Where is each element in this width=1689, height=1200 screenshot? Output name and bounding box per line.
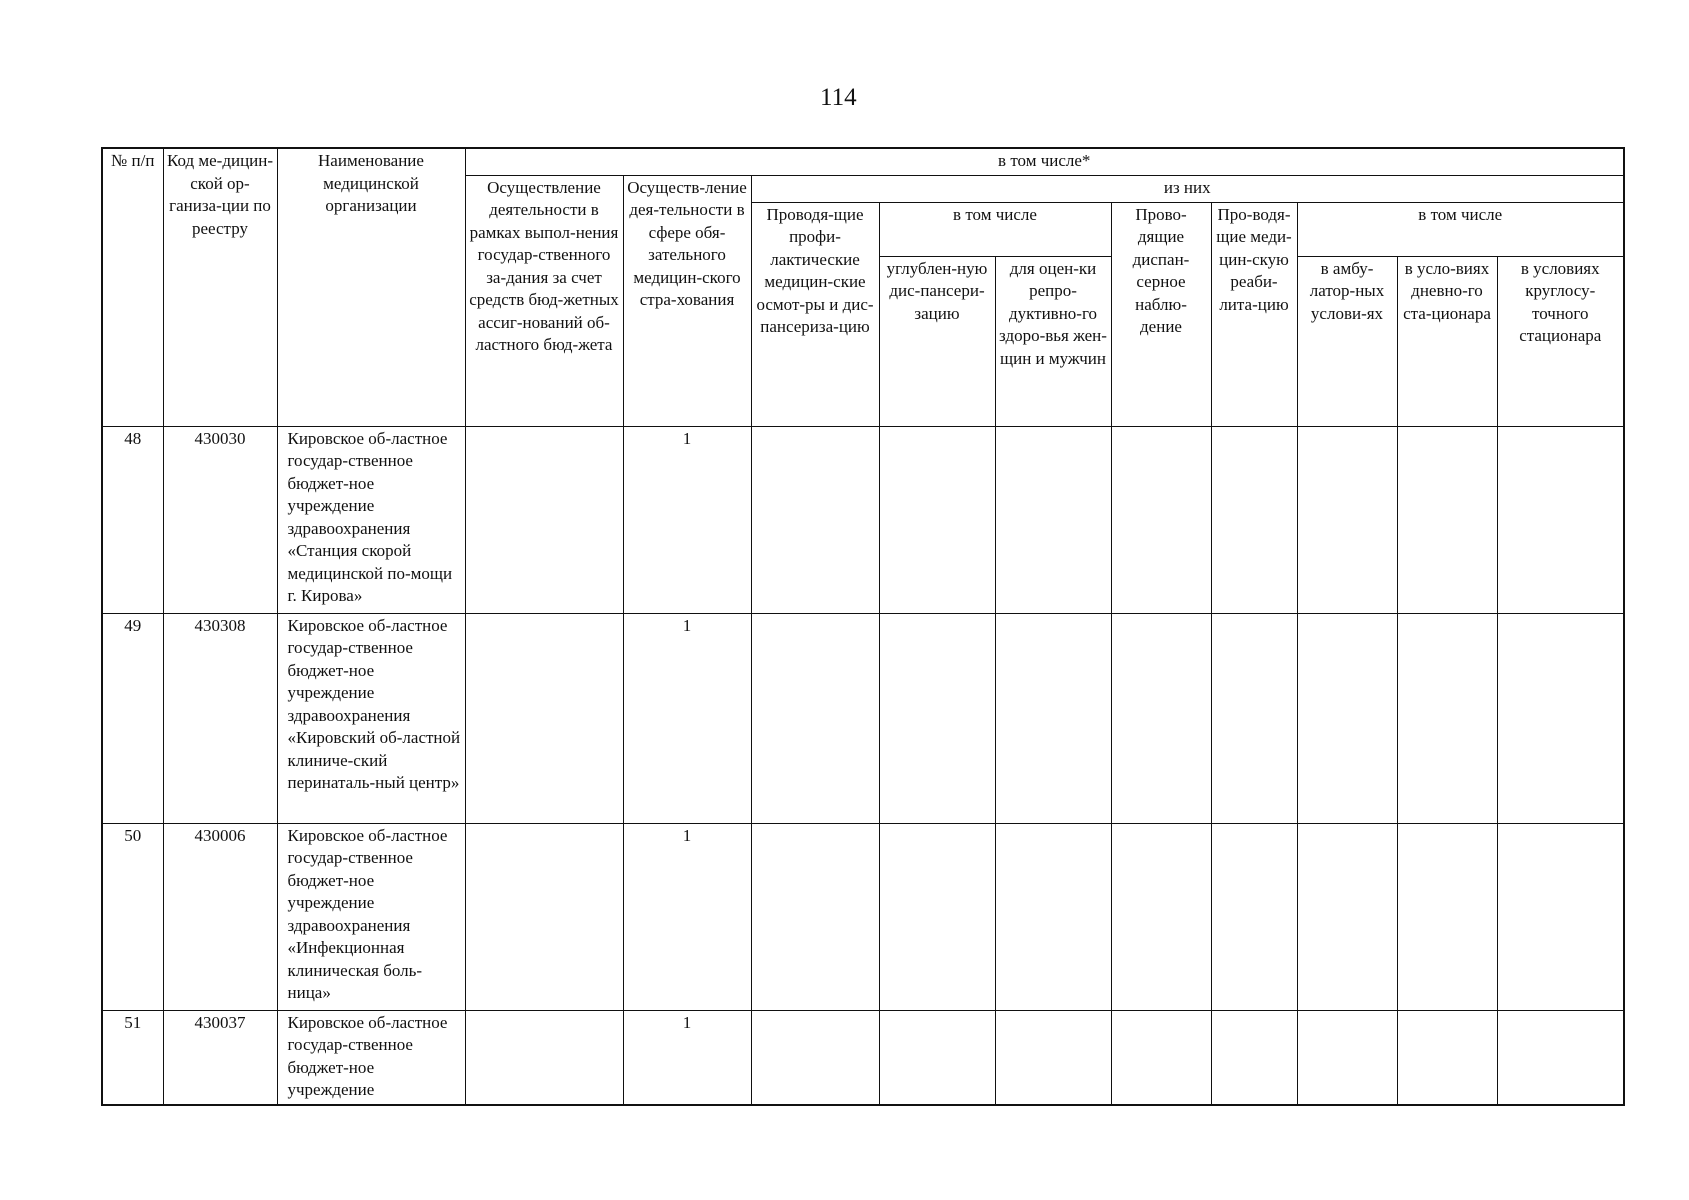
row-cell	[1297, 426, 1397, 613]
row-cell	[995, 1010, 1111, 1105]
row-budget	[465, 1010, 623, 1105]
row-oms: 1	[623, 426, 751, 613]
row-cell	[1297, 823, 1397, 1010]
row-cell	[879, 1010, 995, 1105]
row-cell	[1111, 1010, 1211, 1105]
header-disp: Прово-дящие диспан-серное наблю-дение	[1111, 202, 1211, 426]
row-cell	[1497, 823, 1624, 1010]
row-cell	[1297, 613, 1397, 823]
row-cell	[751, 426, 879, 613]
header-name: Наименование медицинской организации	[277, 148, 465, 426]
row-cell	[1397, 823, 1497, 1010]
row-cell	[995, 613, 1111, 823]
row-code: 430037	[163, 1010, 277, 1105]
header-including-3: в том числе	[1297, 202, 1624, 256]
header-prof: Проводя-щие профи-лактические медицин-ские осмот-ры и дис-пансериза-цию	[751, 202, 879, 426]
page-number: 114	[820, 84, 857, 111]
row-cell	[1397, 1010, 1497, 1105]
row-cell	[1397, 426, 1497, 613]
row-cell	[1397, 613, 1497, 823]
row-cell	[1497, 613, 1624, 823]
row-cell	[1211, 823, 1297, 1010]
table-row	[102, 1010, 1624, 1105]
row-cell	[879, 426, 995, 613]
row-num: 50	[102, 823, 163, 1010]
row-name: Кировское об-ластное государ-ственное бюджет-ное учреждение здравоохранения «Кировский об-ластной клиниче-ский перинаталь-ный центр»	[277, 613, 465, 823]
row-cell	[1111, 613, 1211, 823]
header-including: в том числе*	[465, 148, 1624, 175]
row-num: 51	[102, 1010, 163, 1105]
row-cell	[879, 613, 995, 823]
row-code: 430030	[163, 426, 277, 613]
header-of-them: из них	[751, 175, 1624, 202]
header-including-2: в том числе	[879, 202, 1111, 256]
row-cell	[1297, 1010, 1397, 1105]
row-cell	[1497, 1010, 1624, 1105]
row-code: 430308	[163, 613, 277, 823]
row-oms: 1	[623, 613, 751, 823]
row-cell	[1497, 426, 1624, 613]
header-rehab: Про-водя-щие меди-цин-скую реаби-лита-цию	[1211, 202, 1297, 426]
row-oms: 1	[623, 823, 751, 1010]
row-budget	[465, 426, 623, 613]
row-cell	[751, 613, 879, 823]
row-budget	[465, 823, 623, 1010]
row-name: Кировское об-ластное государ-ственное бюджет-ное учреждение здравоохранения «Станция скорой медицинской по-мощи г. Кирова»	[277, 426, 465, 613]
row-cell	[1211, 1010, 1297, 1105]
header-round: в условиях круглосу-точного стационара	[1497, 256, 1624, 426]
medical-organizations-table	[101, 147, 1625, 1106]
header-repro: для оцен-ки репро-дуктивно-го здоро-вья жен-щин и мужчин	[995, 256, 1111, 426]
row-cell	[995, 823, 1111, 1010]
table-row	[102, 426, 1624, 613]
row-cell	[1111, 426, 1211, 613]
header-ambul: в амбу-латор-ных услови-ях	[1297, 256, 1397, 426]
table-row	[102, 823, 1624, 1010]
row-name: Кировское об-ластное государ-ственное бюджет-ное учреждение	[277, 1010, 465, 1105]
row-cell	[751, 823, 879, 1010]
header-budget: Осуществление деятельности в рамках выпол-нения государ-ственного за-дания за счет средств бюд-жетных ассиг-нований об-ластного бюд-жета	[465, 175, 623, 426]
row-cell	[879, 823, 995, 1010]
header-deep: углублен-ную дис-пансери-зацию	[879, 256, 995, 426]
row-cell	[1211, 613, 1297, 823]
header-oms: Осуществ-ление дея-тельности в сфере обя-зательного медицин-ского стра-хования	[623, 175, 751, 426]
row-num: 48	[102, 426, 163, 613]
row-oms: 1	[623, 1010, 751, 1105]
row-cell	[1211, 426, 1297, 613]
row-cell	[751, 1010, 879, 1105]
row-code: 430006	[163, 823, 277, 1010]
row-cell	[1111, 823, 1211, 1010]
header-day: в усло-виях дневно-го ста-ционара	[1397, 256, 1497, 426]
header-code: Код ме-дицин-ской ор-ганиза-ции по реестру	[163, 148, 277, 426]
row-budget	[465, 613, 623, 823]
row-num: 49	[102, 613, 163, 823]
header-num: № п/п	[102, 148, 163, 426]
row-name: Кировское об-ластное государ-ственное бюджет-ное учреждение здравоохранения «Инфекционная клиническая боль-ница»	[277, 823, 465, 1010]
table-row	[102, 613, 1624, 823]
row-cell	[995, 426, 1111, 613]
